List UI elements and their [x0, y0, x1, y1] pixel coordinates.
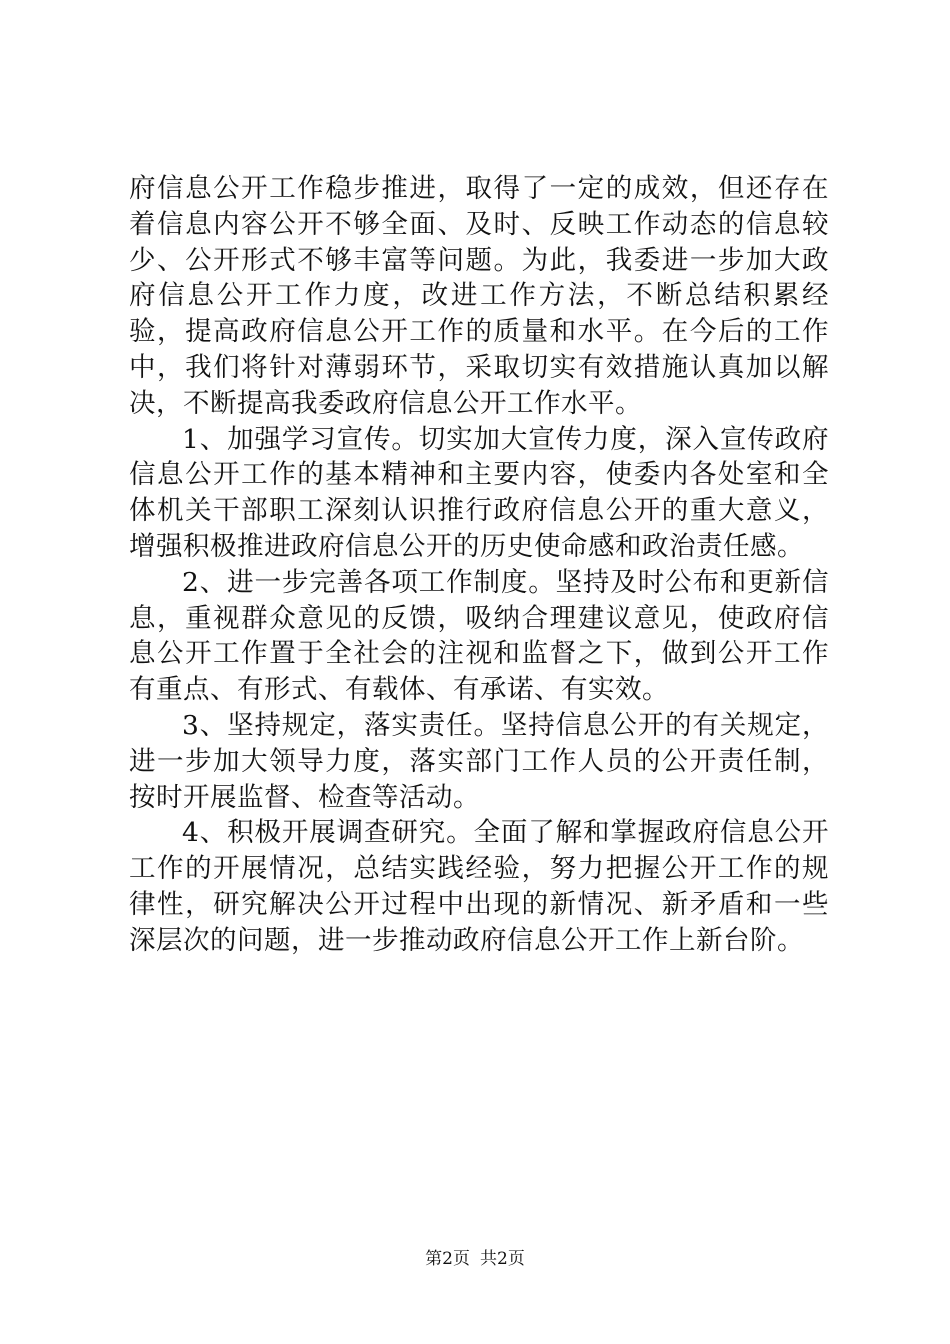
paragraph-item-2: 2、进一步完善各项工作制度。坚持及时公布和更新信息，重视群众意见的反馈，吸纳合理建议意见，使政府信息公开工作置于全社会的注视和监督之下，做到公开工作有重点、有形式、有载体、有承诺、有实效。 — [129, 566, 829, 706]
paragraph-intro: 府信息公开工作稳步推进，取得了一定的成效，但还存在着信息内容公开不够全面、及时、反映工作动态的信息较少、公开形式不够丰富等问题。为此，我委进一步加大政府信息公开工作力度，改进工作方法，不断总结积累经验，提高政府信息公开工作的质量和水平。在今后的工作中，我们将针对薄弱环节，采取切实有效措施认真加以解决，不断提高我委政府信息公开工作水平。 — [129, 173, 829, 419]
document-body — [129, 171, 829, 959]
paragraph-item-4: 4、积极开展调查研究。全面了解和掌握政府信息公开工作的开展情况，总结实践经验，努力把握公开工作的规律性，研究解决公开过程中出现的新情况、新矛盾和一些深层次的问题，进一步推动政府信息公开工作上新台阶。 — [129, 817, 829, 956]
page-total: 共2页 — [480, 1249, 525, 1269]
page-number: 第2页 — [425, 1249, 470, 1269]
paragraph-item-1: 1、加强学习宣传。切实加大宣传力度，深入宣传政府信息公开工作的基本精神和主要内容，使委内各处室和全体机关干部职工深刻认识推行政府信息公开的重大意义，增强积极推进政府信息公开的历史使命感和政治责任感。 — [129, 423, 829, 562]
page-footer — [0, 1244, 950, 1269]
paragraph-item-3: 3、坚持规定，落实责任。坚持信息公开的有关规定，进一步加大领导力度，落实部门工作人员的公开责任制，按时开展监督、检查等活动。 — [129, 709, 829, 813]
